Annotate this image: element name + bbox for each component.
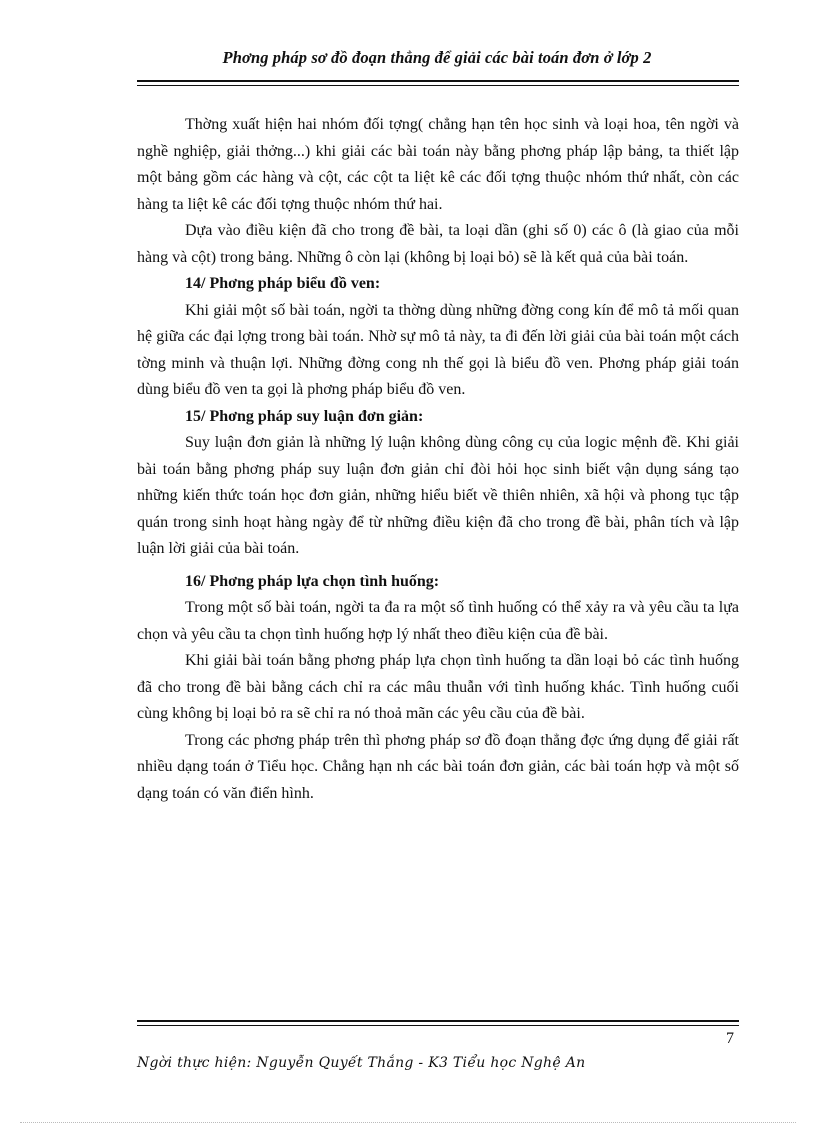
page-number: 7 [726, 1030, 734, 1047]
section-heading-14: 14/ Phơng pháp biểu đồ ven: [185, 275, 381, 292]
footer-rule-thick [137, 1020, 739, 1022]
footer-author-line: Ngời thực hiện: Nguyễn Quyết Thắng - K3 Tiểu học Nghệ An [137, 1055, 586, 1071]
page-header-title: Phơng pháp sơ đồ đoạn thẳng để giải các bài toán đơn ở lớp 2 [222, 48, 652, 67]
paragraph: Trong một số bài toán, ngời ta đa ra một số tình huống có thể xảy ra và yêu cầu ta lựa chọn và yêu cầu ta chọn tình huống hợp lý nhất theo điều kiện của đề bài. [137, 599, 739, 643]
footer-rule-thin [137, 1025, 739, 1026]
section-heading-16: 16/ Phơng pháp lựa chọn tình huống: [185, 572, 440, 590]
header-rule-thick [137, 80, 739, 82]
paragraph: Khi giải bài toán bằng phơng pháp lựa chọn tình huống ta dần loại bỏ các tình huống đã cho trong đề bài bằng cách chỉ ra các mâu thuẫn với tình huống khác. Tình huống cuối cùng không bị loại bỏ ra sẽ chỉ ra nó thoả mãn các yêu cầu của đề bài. [137, 652, 739, 722]
section-heading-15: 15/ Phơng pháp suy luận đơn giản: [185, 407, 424, 425]
paragraph: Suy luận đơn giản là những lý luận không dùng công cụ của logic mệnh đề. Khi giải bài toán bằng phơng pháp suy luận đơn giản chỉ đòi hỏi học sinh biết vận dụng sáng tạo những kiến thức toán học đơn giản, những hiểu biết về thiên nhiên, xã hội và phong tục tập quán trong sinh hoạt hàng ngày để từ những điều kiện đã cho trong đề bài, phân tích và lập luận lời giải của bài toán. [137, 434, 739, 557]
paragraph: Thờng xuất hiện hai nhóm đối tợng( chẳng hạn tên học sinh và loại hoa, tên ngời và nghề nghiệp, giải thởng...) khi giải các bài toán này bằng phơng pháp lập bảng, ta thiết lập một bảng gồm các hàng và cột, các cột ta liệt kê các đối tợng thuộc nhóm thứ nhất, còn các hàng ta liệt kê các đối tợng thuộc nhóm thứ hai. [137, 116, 739, 213]
header-rule-thin [137, 85, 739, 86]
paragraph: Trong các phơng pháp trên thì phơng pháp sơ đồ đoạn thẳng đợc ứng dụng để giải rất nhiều dạng toán ở Tiểu học. Chẳng hạn nh các bài toán đơn giản, các bài toán hợp và một số dạng toán có văn điển hình. [137, 731, 739, 802]
paragraph: Khi giải một số bài toán, ngời ta thờng dùng những đờng cong kín để mô tả mối quan hệ giữa các đại lợng trong bài toán. Nhờ sự mô tả này, ta đi đến lời giải của bài toán một cách tờng minh và thuận lợi. Những đờng cong nh thế gọi là biểu đồ ven. Phơng pháp giải toán dùng biểu đồ ven ta gọi là phơng pháp biểu đồ ven. [137, 301, 739, 398]
document-body [137, 112, 739, 807]
paragraph: Dựa vào điều kiện đã cho trong đề bài, ta loại dần (ghi số 0) các ô (là giao của mỗi hàng và cột) trong bảng. Những ô còn lại (không bị loại bỏ) sẽ là kết quả của bài toán. [137, 222, 739, 266]
